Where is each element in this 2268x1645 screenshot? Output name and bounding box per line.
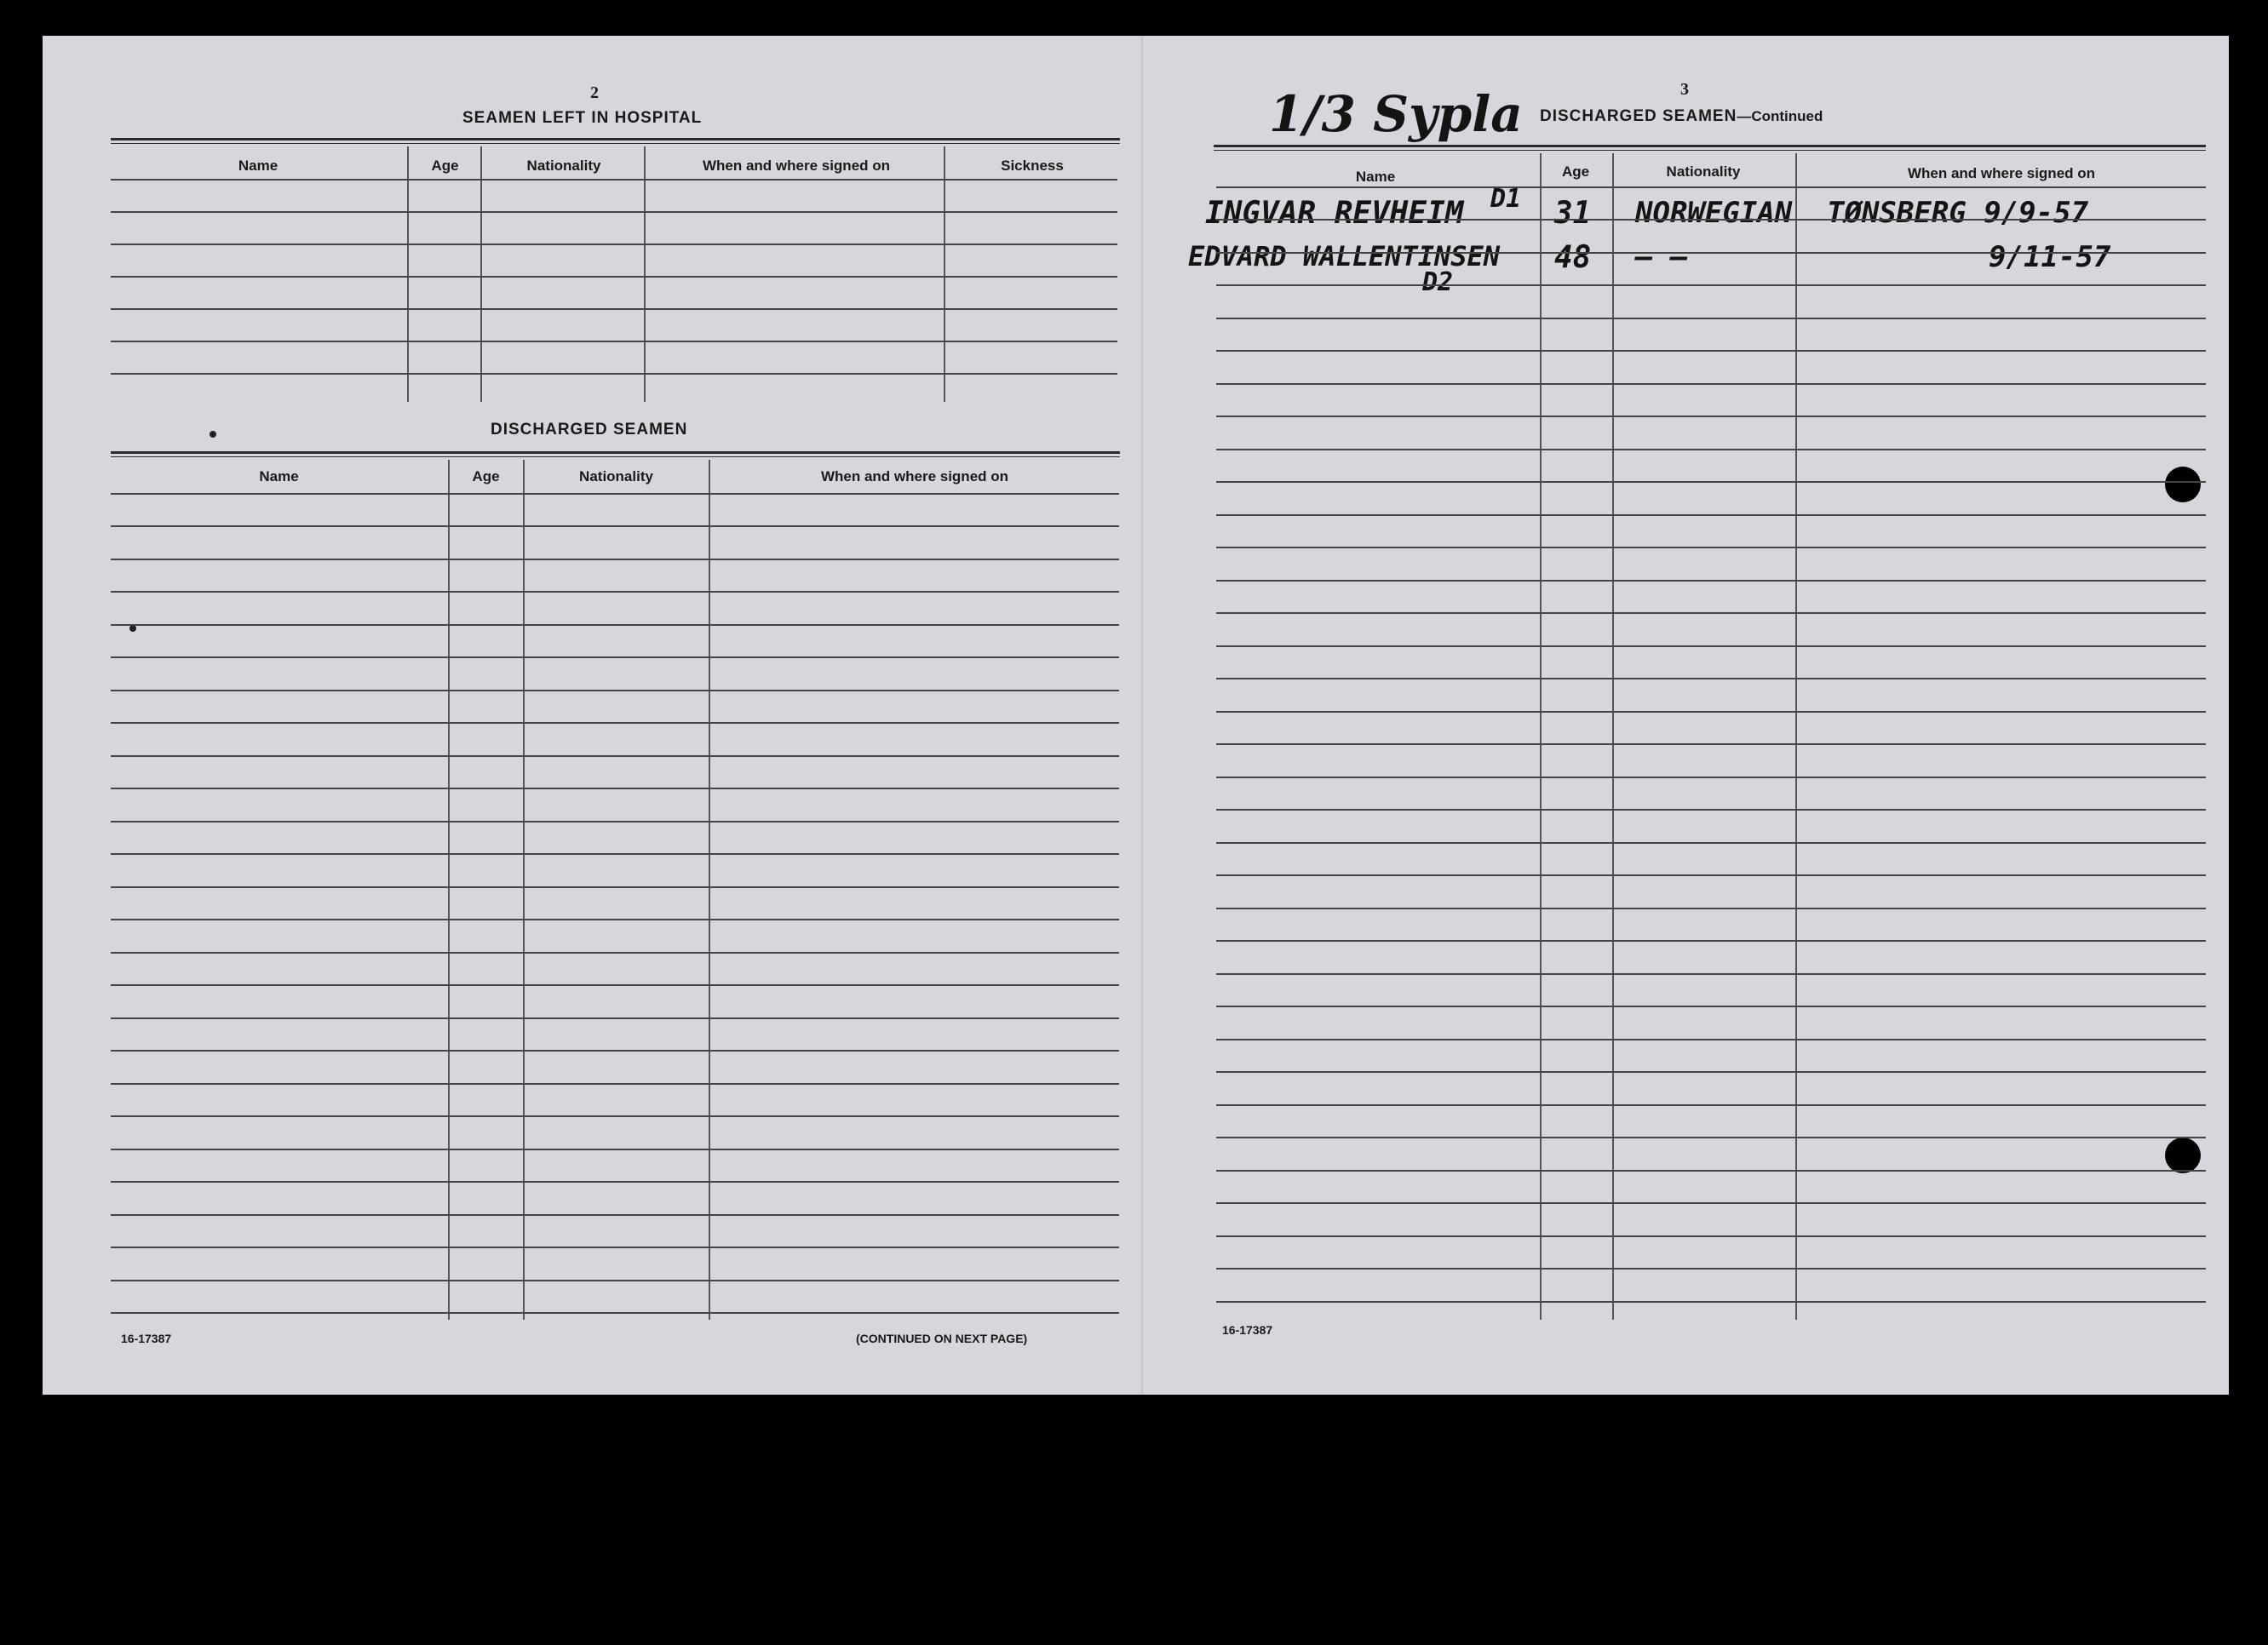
col-name-header: Name [1355, 169, 1396, 185]
ink-speck [210, 431, 216, 438]
table-row-line [1216, 416, 2206, 417]
entry-name: INGVAR REVHEIM [1205, 196, 1464, 231]
right-page-number: 3 [1680, 80, 1689, 99]
table-row-line [1216, 383, 2206, 385]
col-nationality-header: Nationality [526, 158, 601, 174]
form-number: 16-17387 [121, 1332, 172, 1345]
continued-note: (CONTINUED ON NEXT PAGE) [856, 1332, 1028, 1345]
entry-nationality: — — [1635, 240, 1688, 274]
entry-name: EDVARD WALLENTINSEN [1188, 240, 1501, 272]
table-row-line [1216, 908, 2206, 909]
table-row-line [111, 788, 1119, 789]
header-rule [111, 456, 1120, 457]
column-divider [709, 460, 710, 1320]
column-divider [480, 146, 482, 402]
table-row-line [111, 853, 1119, 855]
right-section-title [1540, 107, 1823, 126]
table-row-line [111, 984, 1119, 986]
table-row-line [111, 690, 1119, 691]
table-row-line [111, 755, 1119, 757]
table-row-line [111, 276, 1117, 278]
column-divider [523, 460, 525, 1320]
col-age-header: Age [1561, 163, 1590, 180]
table-row-line [111, 886, 1119, 888]
entry-mark: D2 [1422, 267, 1454, 297]
table-row-line [1216, 1268, 2206, 1270]
table-row-line [111, 1214, 1119, 1216]
form-number: 16-17387 [1222, 1323, 1273, 1337]
table-row-line [111, 722, 1119, 724]
header-rule [1214, 145, 2206, 147]
punch-hole [2165, 1138, 2201, 1173]
punch-hole [2165, 467, 2201, 502]
col-signed-on-header: When and where signed on [1907, 165, 2096, 181]
table-row-line [111, 1017, 1119, 1019]
header-rule [111, 138, 1120, 140]
entry-signed-on: 9/11-57 [1989, 240, 2111, 274]
col-age-header: Age [431, 158, 459, 174]
table-row-line [111, 373, 1117, 375]
table-row-line [111, 952, 1119, 954]
table-row-line [111, 1115, 1119, 1117]
table-row-line [1216, 580, 2206, 582]
col-nationality-header: Nationality [579, 468, 653, 484]
handwritten-header: 1/3 Sypla [1269, 85, 1523, 143]
table-row-line [111, 1312, 1119, 1314]
table-row-line [1216, 1039, 2206, 1040]
table-row-line [1216, 645, 2206, 647]
table-row-line [1216, 1006, 2206, 1007]
table-row-line [1216, 1104, 2206, 1106]
table-row-line [1216, 809, 2206, 811]
table-row-line [1216, 1071, 2206, 1073]
table-row-line [1216, 252, 2206, 254]
table-row-line [111, 1280, 1119, 1281]
table-row-line [1216, 711, 2206, 713]
table-row-line [111, 559, 1119, 560]
table-row-line [111, 179, 1117, 181]
ink-speck [129, 625, 136, 632]
table-row-line [111, 919, 1119, 920]
table-row-line [111, 244, 1117, 245]
table-row-line [1216, 940, 2206, 942]
entry-age: 48 [1554, 240, 1592, 275]
header-rule [111, 451, 1120, 454]
col-signed-on-header: When and where signed on [820, 468, 1009, 484]
table-row-line [1216, 219, 2206, 221]
entry-mark: D1 [1490, 184, 1522, 214]
col-name-header: Name [259, 468, 299, 484]
column-divider [448, 460, 450, 1320]
discharged-section-title: DISCHARGED SEAMEN [491, 421, 688, 438]
table-row-line [1216, 449, 2206, 450]
table-row-line [1216, 743, 2206, 745]
header-rule [111, 143, 1120, 144]
table-row-line [1216, 350, 2206, 352]
table-row-line [1216, 678, 2206, 679]
table-row-line [1216, 481, 2206, 483]
column-divider [407, 146, 409, 402]
table-row-line [1216, 1301, 2206, 1303]
page-fold [1141, 36, 1143, 1395]
table-row-line [1216, 318, 2206, 319]
column-divider [1540, 153, 1542, 1320]
entry-age: 31 [1554, 196, 1592, 231]
table-row-line [111, 1050, 1119, 1052]
table-row-line [111, 525, 1119, 527]
table-row-line [111, 591, 1119, 593]
table-row-line [111, 211, 1117, 213]
table-row-line [111, 656, 1119, 658]
table-row-line [111, 493, 1119, 495]
table-row-line [1216, 874, 2206, 876]
table-row-line [1216, 1235, 2206, 1237]
table-row-line [1216, 284, 2206, 286]
col-name-header: Name [238, 158, 278, 174]
column-divider [944, 146, 945, 402]
table-row-line [1216, 777, 2206, 778]
table-row-line [111, 624, 1119, 626]
table-row-line [111, 1149, 1119, 1150]
column-divider [1795, 153, 1797, 1320]
table-row-line [111, 1247, 1119, 1248]
table-row-line [111, 341, 1117, 342]
col-nationality-header: Nationality [1666, 163, 1741, 180]
col-sickness-header: Sickness [1001, 158, 1064, 174]
table-row-line [1216, 547, 2206, 548]
col-signed-on-header: When and where signed on [702, 158, 891, 174]
table-row-line [1216, 514, 2206, 516]
col-age-header: Age [472, 468, 500, 484]
column-divider [1612, 153, 1614, 1320]
title-main: DISCHARGED SEAMEN [1540, 107, 1737, 125]
entry-nationality: NORWEGIAN [1635, 196, 1793, 230]
table-row-line [111, 821, 1119, 822]
entry-signed-on: TØNSBERG 9/9-57 [1827, 196, 2089, 230]
table-row-line [1216, 186, 2206, 188]
left-page-number: 2 [590, 83, 599, 102]
document-spread [43, 36, 2229, 1395]
table-row-line [111, 1181, 1119, 1183]
table-row-line [1216, 1170, 2206, 1172]
table-row-line [1216, 1137, 2206, 1138]
header-rule [1214, 150, 2206, 151]
column-divider [644, 146, 646, 402]
table-row-line [1216, 1202, 2206, 1204]
title-suffix: —Continued [1737, 108, 1823, 124]
table-row-line [111, 308, 1117, 310]
hospital-section-title: SEAMEN LEFT IN HOSPITAL [462, 109, 703, 127]
table-row-line [1216, 973, 2206, 975]
table-row-line [111, 1083, 1119, 1085]
table-row-line [1216, 612, 2206, 614]
table-row-line [1216, 842, 2206, 844]
